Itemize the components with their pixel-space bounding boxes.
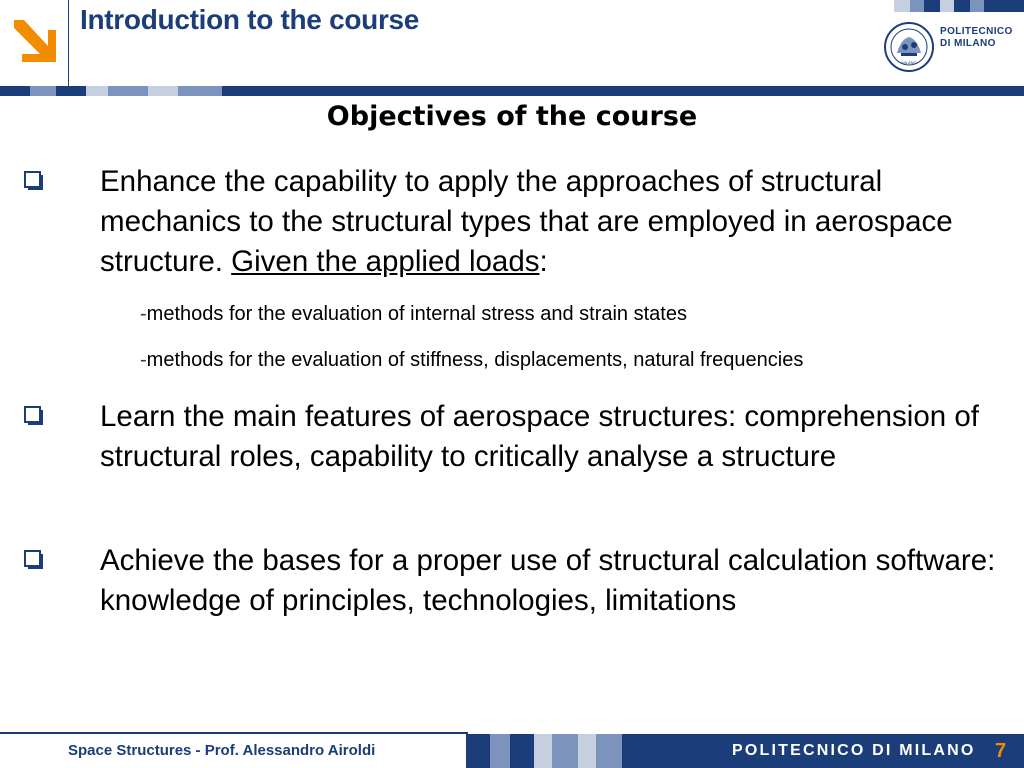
checkbox-icon	[24, 406, 44, 426]
bullet-1-text-main: Enhance the capability to apply the approaches of structural mechanics to the structural types that are employed in aerospace structure.	[100, 165, 953, 278]
sub-item-dash: -	[140, 349, 147, 371]
bullet-1-underlined: Given the applied loads	[231, 245, 540, 278]
sub-item-2-text: methods for the evaluation of stiffness, displacements, natural frequencies	[146, 349, 804, 371]
sub-item-1-text: methods for the evaluation of internal stress and strain states	[146, 303, 687, 325]
header-title: Introduction to the course	[80, 4, 420, 35]
sub-item-2	[140, 348, 803, 372]
sub-item-dash: -	[140, 303, 147, 325]
arrow-down-right-icon	[12, 18, 56, 64]
footer-line	[0, 732, 468, 734]
university-seal-icon	[883, 21, 935, 73]
arrow-logo	[0, 0, 68, 86]
page-number: 7	[995, 740, 1007, 762]
header-color-band	[0, 86, 1024, 96]
checkbox-icon	[24, 550, 44, 570]
logo-stripes	[880, 0, 1024, 12]
slide-subtitle: Objectives of the course	[326, 101, 698, 132]
header-divider	[68, 0, 69, 86]
bullet-1-colon: :	[539, 245, 548, 278]
bullet-1-text	[100, 162, 1015, 282]
logo-line-2: DI MILANO	[940, 38, 996, 49]
university-logo-text	[940, 26, 1013, 50]
bullet-3-text: Achieve the bases for a proper use of structural calculation software: knowledge of principles, technologies, limitations	[100, 544, 996, 617]
seal-caption: MILANO	[901, 60, 917, 65]
bullet-2-text: Learn the main features of aerospace structures: comprehension of structural roles, capability to critically analyse a structure	[100, 400, 979, 473]
checkbox-icon	[24, 171, 44, 191]
footer-brand-name: POLITECNICO DI MILANO	[732, 742, 976, 759]
slide-header	[0, 0, 1024, 96]
logo-line-1: POLITECNICO	[940, 26, 1013, 37]
sub-item-1	[140, 302, 687, 326]
footer-course-credit: Space Structures - Prof. Alessandro Airoldi	[68, 742, 376, 759]
